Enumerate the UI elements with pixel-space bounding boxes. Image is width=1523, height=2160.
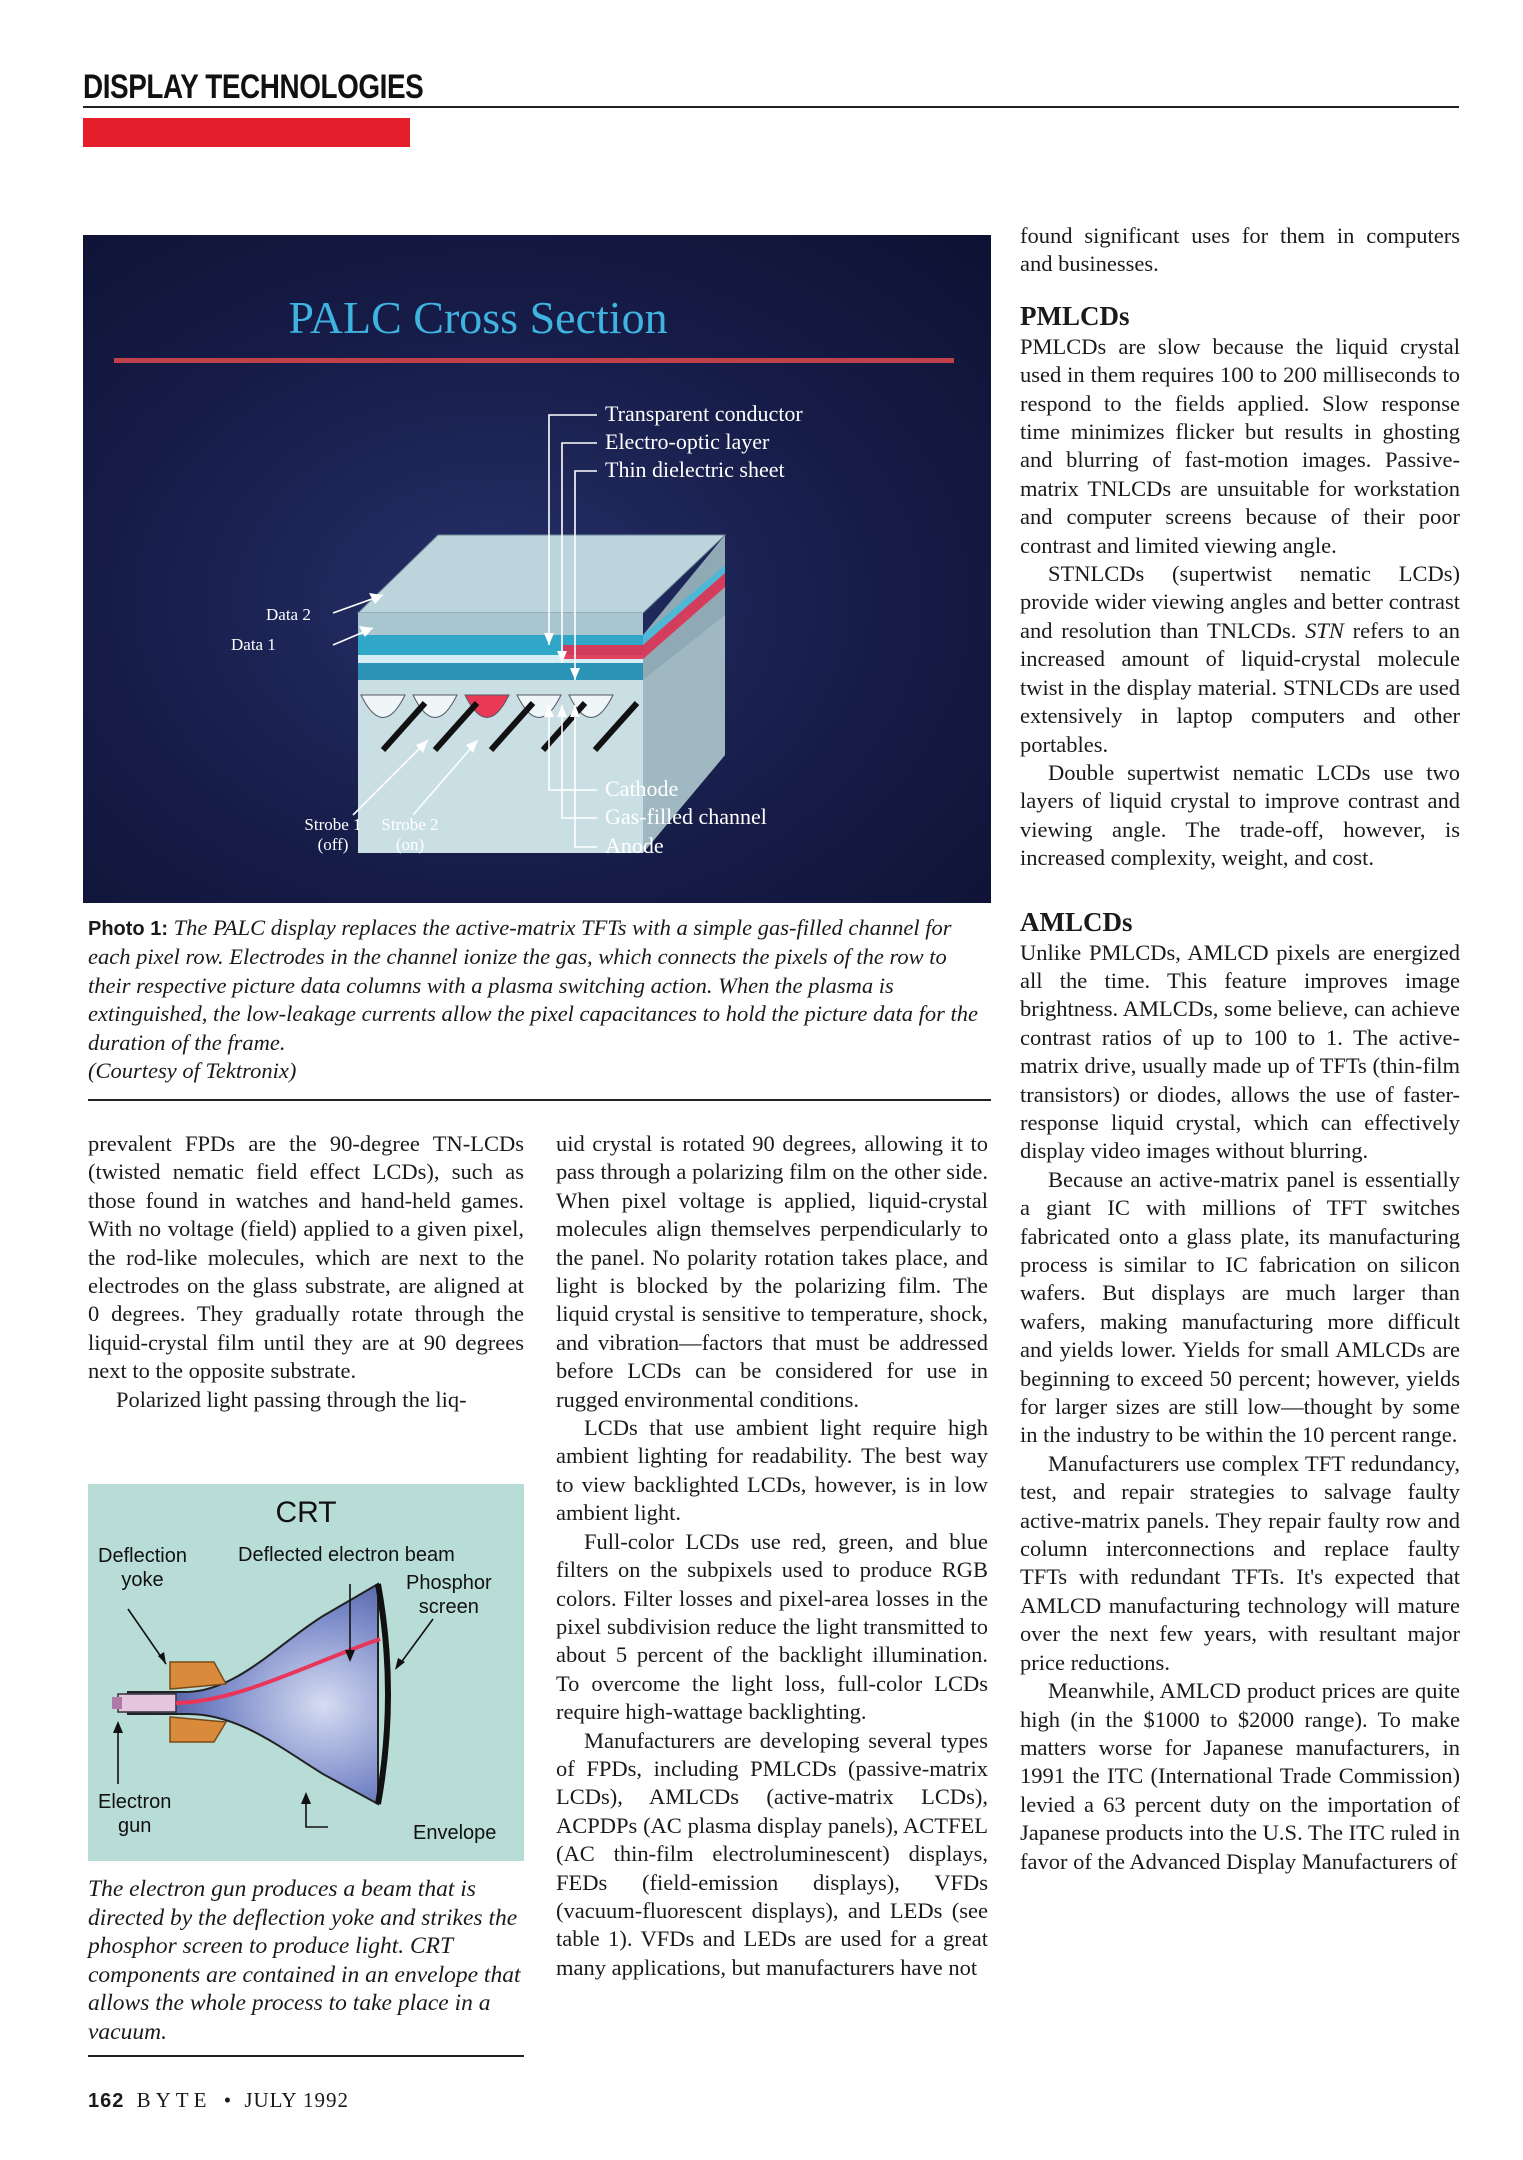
palc-cross-section-figure [83, 235, 991, 903]
crt-label-envelope: Envelope [413, 1822, 497, 1844]
photo-1-caption [88, 914, 993, 1085]
palc-diagram [83, 235, 991, 903]
paragraph: uid crystal is rotated 90 degrees, allowing it to pass through a polarizing film on the other side. When pixel voltage is applied, liquid-crystal molecules align themselves perpendicularly to the panel. No polarity rotation takes place, and light is blocked by the polarizing film. The liquid crystal is sensitive to temperature, shock, and vibration—factors that must be addressed before LCDs can be considered for use in rugged environmental conditions. [556, 1131, 988, 1412]
header-rule [83, 106, 1459, 108]
magazine-name: BYTE [136, 2088, 212, 2112]
palc-label-gas-filled-channel: Gas-filled channel [605, 804, 767, 829]
palc-label-thin-dielectric-sheet: Thin dielectric sheet [605, 457, 785, 482]
palc-label-cathode: Cathode [605, 776, 679, 801]
subheading-pmlcds: PMLCDs [1020, 300, 1130, 331]
text-column-3 [1020, 222, 1460, 1876]
paragraph: Manufacturers are developing several types of FPDs, including PMLCDs (passive-matrix LCDs), AMLCDs (active-matrix LCDs), ACPDPs (AC plasma display panels), ACTFEL (AC thin-film electroluminescent) displays, FEDs (field-emission displays), VFDs (vacuum-fluorescent displays), and LEDs (see table 1). VFDs and LEDs are used for a great many applications, but manufacturers have not [556, 1727, 988, 1980]
paragraph: prevalent FPDs are the 90-degree TN-LCDs (twisted nematic field effect LCDs), such as those found in watches and hand-held games. With no voltage (field) applied to a given pixel, the rod-like molecules, which are next to the electrodes on the glass substrate, are aligned at 0 degrees. They gradually rotate through the liquid-crystal film until they are at 90 degrees next to the opposite substrate. [88, 1131, 524, 1384]
subheading-amlcds: AMLCDs [1020, 906, 1133, 937]
section-title: DISPLAY TECHNOLOGIES [83, 68, 424, 106]
page-number: 162 [88, 2090, 125, 2112]
paragraph: Meanwhile, AMLCD product prices are quite high (in the $1000 to $2000 range). To make matters worse for Japanese manufacturers, in 1991 the ITC (International Trade Commission) levied a 63 percent duty on the importation of Japanese products into the U.S. The ITC ruled in favor of the Advanced Display Manufacturers of [1020, 1678, 1460, 1874]
caption-rule [88, 1099, 991, 1101]
paragraph: Manufacturers use complex TFT redundancy, test, and repair strategies to salvage faulty active-matrix panels. They repair faulty row and column interconnections and replace faulty TFTs with redundant TFTs. It's expected that AMLCD manufacturing technology will mature over the next few years, with resultant major price reductions. [1020, 1450, 1460, 1675]
paragraph: STNLCDs (supertwist nematic LCDs) provide wider viewing angles and better contrast and resolution than TNLCDs. STN refers to an increased amount of liquid-crystal molecule twist in the display material. STNLCDs are used extensively in laptop computers and other portables. [1020, 561, 1461, 757]
crt-figure-title: CRT [275, 1496, 337, 1529]
paragraph: Double supertwist nematic LCDs use two layers of liquid crystal to improve contrast and viewing angle. The trade-off, however, is increased complexity, weight, and cost. [1020, 759, 1460, 871]
palc-label-data-2: Data 2 [266, 605, 311, 624]
caption-credit: (Courtesy of Tektronix) [88, 1058, 297, 1084]
section-color-bar [83, 118, 410, 147]
crt-label-deflection-yoke: Deflection yoke [98, 1545, 187, 1591]
palc-label-strobe-1: Strobe 1 (off) [304, 815, 362, 854]
text-column-1 [88, 1130, 524, 1414]
paragraph: Unlike PMLCDs, AMLCD pixels are energized all the time. This feature improves image brightness. AMLCDs, some believe, can achieve contrast ratios of up to 100 to 1. The active-matrix drive, usually made up of TFTs (thin-film transistors) or diodes, allows the use of faster-response liquid crystal, which can effectively display video images without blurring. [1020, 939, 1460, 1164]
paragraph: Because an active-matrix panel is essentially a giant IC with millions of TFT switches fabricated onto a glass plate, its manufacturing process is similar to IC fabrication on silicon wafers. But displays are much larger than wafers, making manufacturing more difficult and yields lower. Yields for small AMLCDs are beginning to exceed 50 percent; however, yields for larger sizes are still low—thought by some in the industry to be within the 10 percent range. [1020, 1166, 1460, 1448]
paragraph: Polarized light passing through the liq- [116, 1386, 467, 1412]
caption-lead: Photo 1: [88, 918, 168, 940]
crt-label-phosphor-screen: Phosphor screen [406, 1572, 492, 1618]
palc-label-anode: Anode [605, 833, 664, 858]
page-footer: 162 BYTE • JULY 1992 [88, 2088, 350, 2112]
issue-date: JULY 1992 [244, 2088, 350, 2112]
crt-caption: The electron gun produces a beam that is directed by the deflection yoke and strikes the phosphor screen to produce light. CRT components are contained in an envelope that allows the whole process to take place in a vacuum. [88, 1876, 521, 2045]
paragraph: PMLCDs are slow because the liquid crystal used in them requires 100 to 200 milliseconds to respond to the fields applied. Slow response time minimizes flicker but results in ghosting and blurring of fast-motion images. Passive-matrix TNLCDs are unsuitable for workstation and computer screens because of their poor contrast and limited viewing angle. [1020, 333, 1460, 558]
crt-label-electron-gun: Electron gun [98, 1791, 172, 1837]
paragraph: Full-color LCDs use red, green, and blue filters on the subpixels used to produce RGB colors. Filter losses and pixel-area losses in the pixel subdivision reduce the light transmitted to about 5 percent of the backlight illumination. To overcome the light loss, full-color LCDs require high-wattage backlighting. [556, 1528, 988, 1725]
crt-caption-rule [88, 2055, 524, 2057]
palc-figure-title: PALC Cross Section [288, 292, 668, 343]
crt-label-deflected-beam: Deflected electron beam [238, 1544, 455, 1566]
paragraph: found significant uses for them in computers and businesses. [1020, 223, 1460, 277]
palc-label-transparent-conductor: Transparent conductor [605, 401, 803, 426]
crt-figure [88, 1484, 524, 1861]
paragraph: LCDs that use ambient light require high ambient lighting for readability. The best way to view backlighted LCDs, however, is in low ambient light. [556, 1415, 988, 1526]
text-column-2 [556, 1130, 988, 1982]
caption-text: The PALC display replaces the active-matrix TFTs with a simple gas-filled channel for each pixel row. Electrodes in the channel ionize the gas, which connects the pixels of the row to their respective picture data columns with a plasma switching action. When the plasma is extinguished, the low-leakage currents allow the pixel capacitances to hold the picture data for the duration of the frame. [88, 915, 979, 1055]
palc-label-electro-optic-layer: Electro-optic layer [605, 429, 770, 454]
palc-label-data-1: Data 1 [231, 635, 276, 654]
palc-label-strobe-2: Strobe 2 (on) [381, 815, 439, 854]
